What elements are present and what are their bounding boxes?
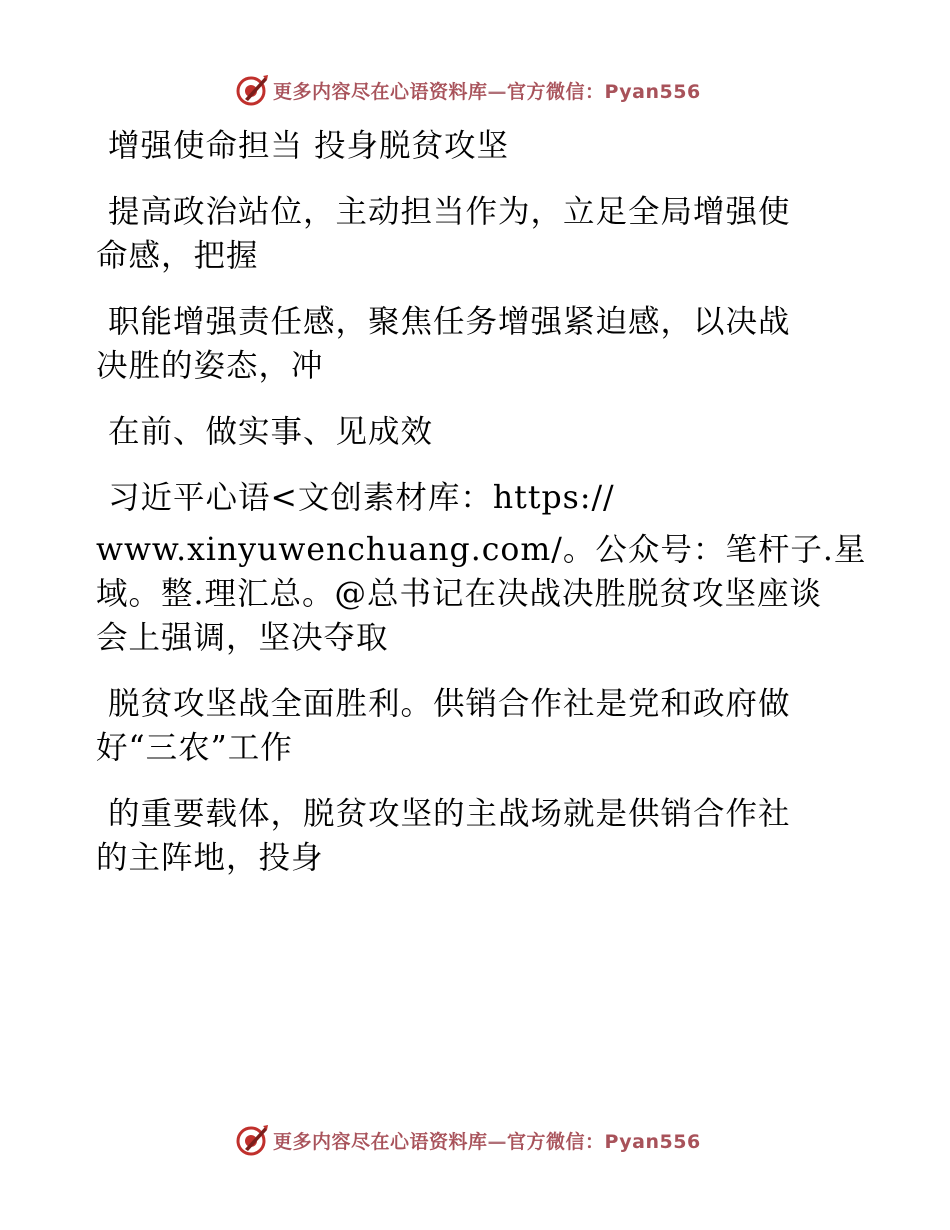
paragraph-line: 命感，把握	[96, 238, 259, 274]
paragraph-line: 的主阵地，投身	[96, 840, 324, 876]
pen-logo-icon	[235, 1123, 269, 1157]
paragraph-line: 好“三农”工作	[96, 730, 293, 766]
footer-banner	[235, 1122, 701, 1158]
header-banner	[235, 72, 701, 108]
paragraph-line: 域。整.理汇总。@总书记在决战决胜脱贫攻坚座谈	[96, 576, 823, 612]
banner-wechat-text: 官方微信：Pyan556	[507, 80, 701, 103]
paragraph-line: 的重要载体，脱贫攻坚的主战场就是供销合作社	[108, 796, 791, 832]
paragraph-line: 提高政治站位，主动担当作为，立足全局增强使	[108, 194, 791, 230]
document-body	[96, 124, 867, 902]
pen-logo-icon	[235, 73, 269, 107]
banner-separator: —	[487, 80, 508, 103]
banner-separator: —	[487, 1130, 508, 1153]
paragraph-line: www.xinyuwenchuang.com/。公众号：笔杆子.星	[96, 532, 867, 568]
banner-main-text: 更多内容尽在心语资料库	[273, 1130, 488, 1153]
paragraph-line: 脱贫攻坚战全面胜利。供销合作社是党和政府做	[108, 686, 791, 722]
paragraph-line: 决胜的姿态，冲	[96, 348, 324, 384]
document-title: 增强使命担当 投身脱贫攻坚	[108, 128, 510, 164]
paragraph-line: 会上强调，坚决夺取	[96, 620, 389, 656]
paragraph-line: 在前、做实事、见成效	[108, 414, 434, 450]
banner-main-text: 更多内容尽在心语资料库	[273, 80, 488, 103]
banner-wechat-text: 官方微信：Pyan556	[507, 1130, 701, 1153]
paragraph-line: 习近平心语<文创素材库：https://	[108, 480, 615, 516]
paragraph-line: 职能增强责任感，聚焦任务增强紧迫感，以决战	[108, 304, 791, 340]
